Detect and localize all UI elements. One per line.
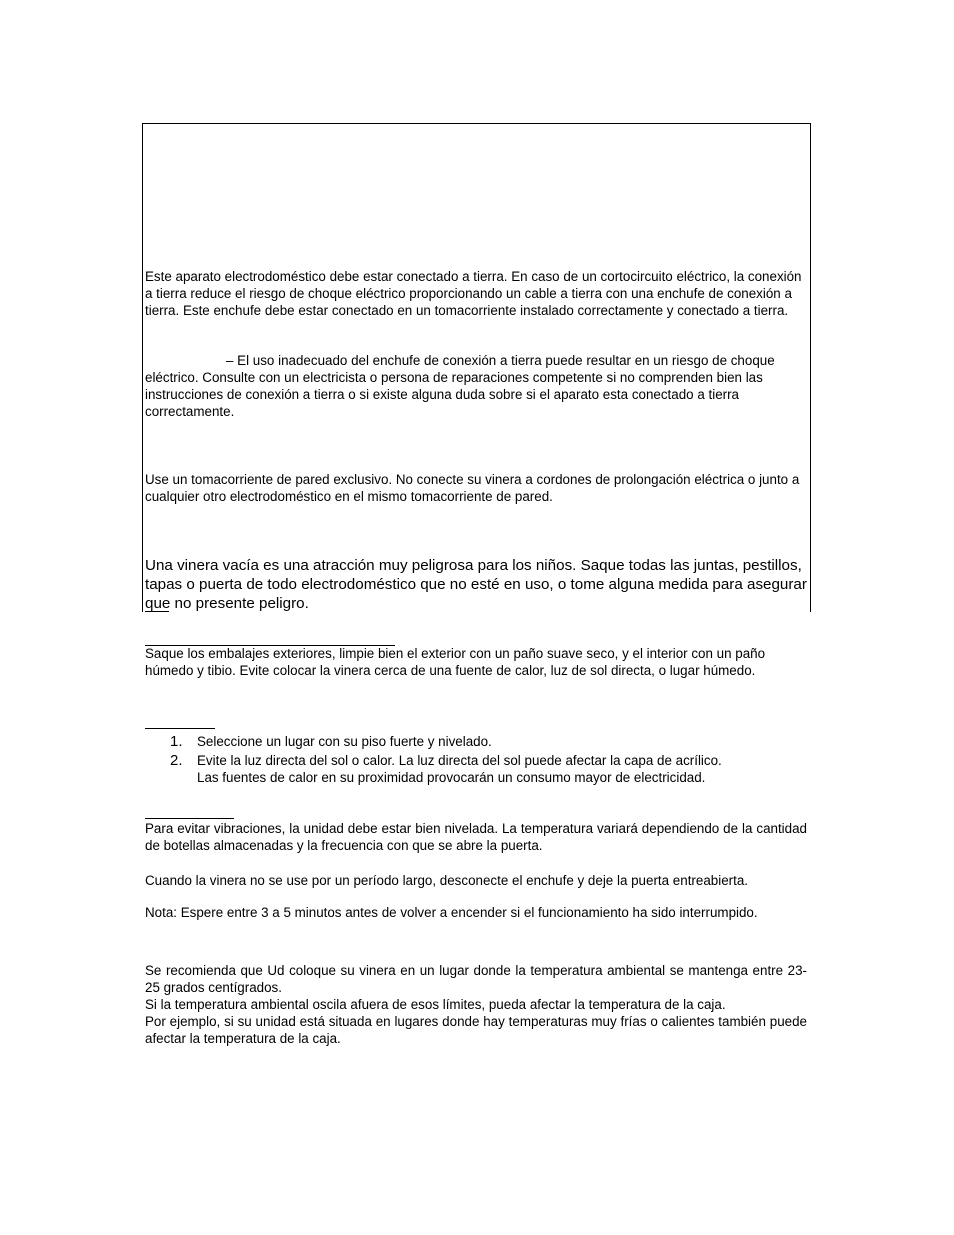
location-heading-underline (145, 728, 215, 729)
temperature-example-paragraph: Por ejemplo, si su unidad está situada en lugares donde hay temperaturas muy frías o calientes también puede afectar la temperatura de la caja. (145, 1014, 807, 1046)
children-paragraph: Una vinera vacía es una atracción muy peligrosa para los niños. Saque todas las juntas, pestillos, tapas o puerta de todo electrodoméstico que no esté en uso, o tome alguna medida para asegurar que no presente peligro. (145, 557, 807, 612)
list-text: Seleccione un lugar con su piso fuerte y nivelado. (197, 734, 492, 749)
grounding-warning: – El uso inadecuado del enchufe de conexión a tierra puede resultar en un riesgo de choque eléctrico. Consulte con un electricista o persona de reparaciones competente si no comprenden bien las instrucciones de conexión a tierra o si existe alguna duda sobre si el aparato esta conectado a tierra correctamente. (145, 353, 775, 419)
grounding-paragraph: Este aparato electrodoméstico debe estar conectado a tierra. En caso de un cortocircuito eléctrico, la conexión a tierra reduce el riesgo de choque eléctrico proporcionando un cable a tierra con una enchufe de conexión a tierra. Este enchufe debe estar conectado en un tomacorriente instalado correctamente y conectado a tierra. (145, 269, 802, 318)
note-paragraph: Nota: Espere entre 3 a 5 minutos antes de volver a encender si el funcionamiento ha sido interrumpido. (145, 905, 758, 920)
outlet-paragraph: Use un tomacorriente de pared exclusivo. No conecte su vinera a cordones de prolongación eléctrica o junto a cualquier otro electrodoméstico en el mismo tomacorriente de pared. (145, 472, 800, 504)
heading-underline-fragment (145, 611, 169, 612)
storage-paragraph: Cuando la vinera no se use por un período largo, desconecte el enchufe y deje la puerta entreabierta. (145, 873, 748, 888)
cleaning-paragraph: Saque los embalajes exteriores, limpie bien el exterior con un paño suave seco, y el interior con un paño húmedo y tibio. Evite colocar la vinera cerca de una fuente de calor, luz de sol directa, o lugar húmedo. (145, 646, 766, 678)
list-item-continuation: Las fuentes de calor en su proximidad provocarán un consumo mayor de electricidad. (197, 770, 706, 785)
temperature-range-paragraph: Si la temperatura ambiental oscila afuera de esos límites, pueda afectar la temperatura de la caja. (145, 997, 726, 1012)
list-number: 2. (170, 752, 183, 769)
list-text: Evite la luz directa del sol o calor. La luz directa del sol puede afectar la capa de acrílico. (197, 753, 722, 768)
operation-paragraph: Para evitar vibraciones, la unidad debe estar bien nivelada. La temperatura variará dependiendo de la cantidad de botellas almacenadas y la frecuencia con que se abre la puerta. (145, 821, 807, 853)
list-number: 1. (170, 733, 183, 750)
list-item (170, 752, 722, 770)
operation-heading-underline (145, 818, 234, 819)
list-item (170, 733, 492, 751)
temperature-paragraph: Se recomienda que Ud coloque su vinera en un lugar donde la temperatura ambiental se mantenga entre 23-25 grados centígrados. (145, 963, 807, 995)
